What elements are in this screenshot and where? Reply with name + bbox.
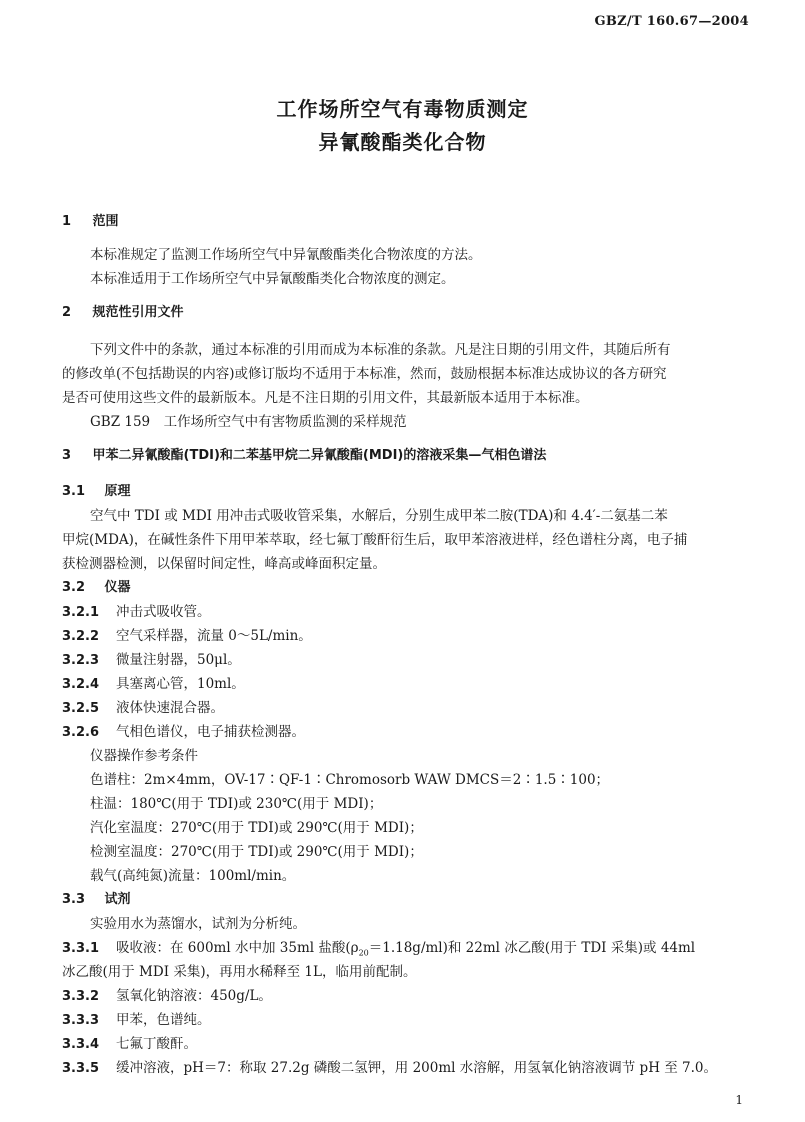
item-text: 具塞离心管，10ml。 xyxy=(116,676,245,692)
document-title-line-2: 异氰酸酯类化合物 xyxy=(318,130,487,154)
item-text: 冲击式吸收管。 xyxy=(116,604,211,620)
item-number: 3.2.4 xyxy=(62,677,100,692)
item-number: 3.3.4 xyxy=(62,1037,100,1052)
subsection-number: 3.1 xyxy=(62,484,86,499)
item-number: 3.3.5 xyxy=(62,1061,100,1076)
subscript: 20 xyxy=(358,948,369,958)
item-number: 3.3.3 xyxy=(62,1013,100,1028)
list-item xyxy=(62,1034,752,1055)
conditions-title: 仪器操作参考条件 xyxy=(90,748,198,764)
item-text: 氢氧化钠溶液：450g/L。 xyxy=(116,988,272,1004)
item-number: 3.2.1 xyxy=(62,605,100,620)
condition-line: 检测室温度：270℃(用于 TDI)或 290℃(用于 MDI)； xyxy=(90,844,423,860)
subsection-3-2-heading xyxy=(62,578,752,598)
paragraph: 本标准适用于工作场所空气中异氰酸酯类化合物浓度的测定。 xyxy=(90,271,455,287)
item-text: 甲苯，色谱纯。 xyxy=(116,1012,211,1028)
subsection-title: 原理 xyxy=(104,484,131,499)
section-title: 甲苯二异氰酸酯(TDI)和二苯基甲烷二异氰酸酯(MDI)的溶液采集—气相色谱法 xyxy=(92,448,547,463)
list-item xyxy=(62,602,752,623)
item-text-part: 吸收液：在 600ml 水中加 35ml 盐酸(ρ xyxy=(116,940,359,956)
section-3-heading xyxy=(62,446,752,466)
document-title-line-1: 工作场所空气有毒物质测定 xyxy=(276,97,529,121)
list-item xyxy=(62,626,752,647)
subsection-number: 3.3 xyxy=(62,892,86,907)
list-item xyxy=(62,986,752,1007)
item-number: 3.2.3 xyxy=(62,653,100,668)
item-number: 3.3.1 xyxy=(62,941,100,956)
section-number: 1 xyxy=(62,214,72,229)
normative-reference: GBZ 159 工作场所空气中有害物质监测的采样规范 xyxy=(90,414,407,430)
item-text: 液体快速混合器。 xyxy=(116,700,224,716)
section-title: 规范性引用文件 xyxy=(92,305,184,320)
item-number: 3.2.5 xyxy=(62,701,100,716)
subsection-title: 仪器 xyxy=(104,580,131,595)
condition-line: 色谱柱：2m×4mm，OV-17∶QF-1∶Chromosorb WAW DMCS＝2∶1.5∶100； xyxy=(90,772,610,788)
item-number: 3.2.6 xyxy=(62,725,100,740)
item-text: 缓冲溶液，pH＝7：称取 27.2g 磷酸二氢钾，用 200ml 水溶解，用氢氧化钠溶液调节 pH 至 7.0。 xyxy=(116,1060,718,1076)
subsection-title: 试剂 xyxy=(104,892,131,907)
section-title: 范围 xyxy=(92,214,119,229)
list-item xyxy=(62,1010,752,1031)
subsection-number: 3.2 xyxy=(62,580,86,595)
condition-line: 载气(高纯氮)流量：100ml/min。 xyxy=(90,868,296,884)
section-1-heading xyxy=(62,212,752,232)
item-number: 3.2.2 xyxy=(62,629,100,644)
list-item xyxy=(62,722,752,743)
item-text: 微量注射器，50μl。 xyxy=(116,652,241,668)
list-item xyxy=(62,938,752,964)
page-number: 1 xyxy=(735,1093,743,1107)
paragraph-line: 获检测器检测，以保留时间定性，峰高或峰面积定量。 xyxy=(62,556,386,572)
item-text: 七氟丁酸酐。 xyxy=(116,1036,197,1052)
list-item xyxy=(62,674,752,695)
paragraph-line: 冰乙酸(用于 MDI 采集)，再用水稀释至 1L，临用前配制。 xyxy=(62,964,417,980)
standard-code: GBZ/T 160.67—2004 xyxy=(594,14,749,29)
paragraph-line: 下列文件中的条款，通过本标准的引用而成为本标准的条款。凡是注日期的引用文件，其随后所有 xyxy=(90,342,671,358)
list-item xyxy=(62,650,752,671)
list-item xyxy=(62,1058,752,1079)
subsection-3-1-heading xyxy=(62,482,752,502)
section-number: 2 xyxy=(62,305,72,320)
item-text: 气相色谱仪，电子捕获检测器。 xyxy=(116,724,305,740)
item-text-part: ＝1.18g/ml)和 22ml 冰乙酸(用于 TDI 采集)或 44ml xyxy=(368,940,696,956)
subsection-3-3-heading xyxy=(62,890,752,910)
condition-line: 汽化室温度：270℃(用于 TDI)或 290℃(用于 MDI)； xyxy=(90,820,423,836)
section-number: 3 xyxy=(62,448,72,463)
paragraph-line: 空气中 TDI 或 MDI 用冲击式吸收管采集，水解后，分别生成甲苯二胺(TDA)和 4.4′-二氨基二苯 xyxy=(90,508,668,524)
paragraph-line: 是否可使用这些文件的最新版本。凡是不注日期的引用文件，其最新版本适用于本标准。 xyxy=(62,390,589,406)
condition-line: 柱温：180℃(用于 TDI)或 230℃(用于 MDI)； xyxy=(90,796,383,812)
paragraph-line: 的修改单(不包括勘误的内容)或修订版均不适用于本标准，然而，鼓励根据本标准达成协议的各方研究 xyxy=(62,366,667,382)
section-2-heading xyxy=(62,303,752,323)
paragraph: 本标准规定了监测工作场所空气中异氰酸酯类化合物浓度的方法。 xyxy=(90,247,482,263)
item-number: 3.3.2 xyxy=(62,989,100,1004)
paragraph-line: 甲烷(MDA)，在碱性条件下用甲苯萃取，经七氟丁酸酐衍生后，取甲苯溶液进样，经色谱柱分离，电子捕 xyxy=(62,532,688,548)
paragraph: 实验用水为蒸馏水，试剂为分析纯。 xyxy=(90,916,306,932)
list-item xyxy=(62,698,752,719)
item-text: 空气采样器，流量 0～5L/min。 xyxy=(116,628,312,644)
